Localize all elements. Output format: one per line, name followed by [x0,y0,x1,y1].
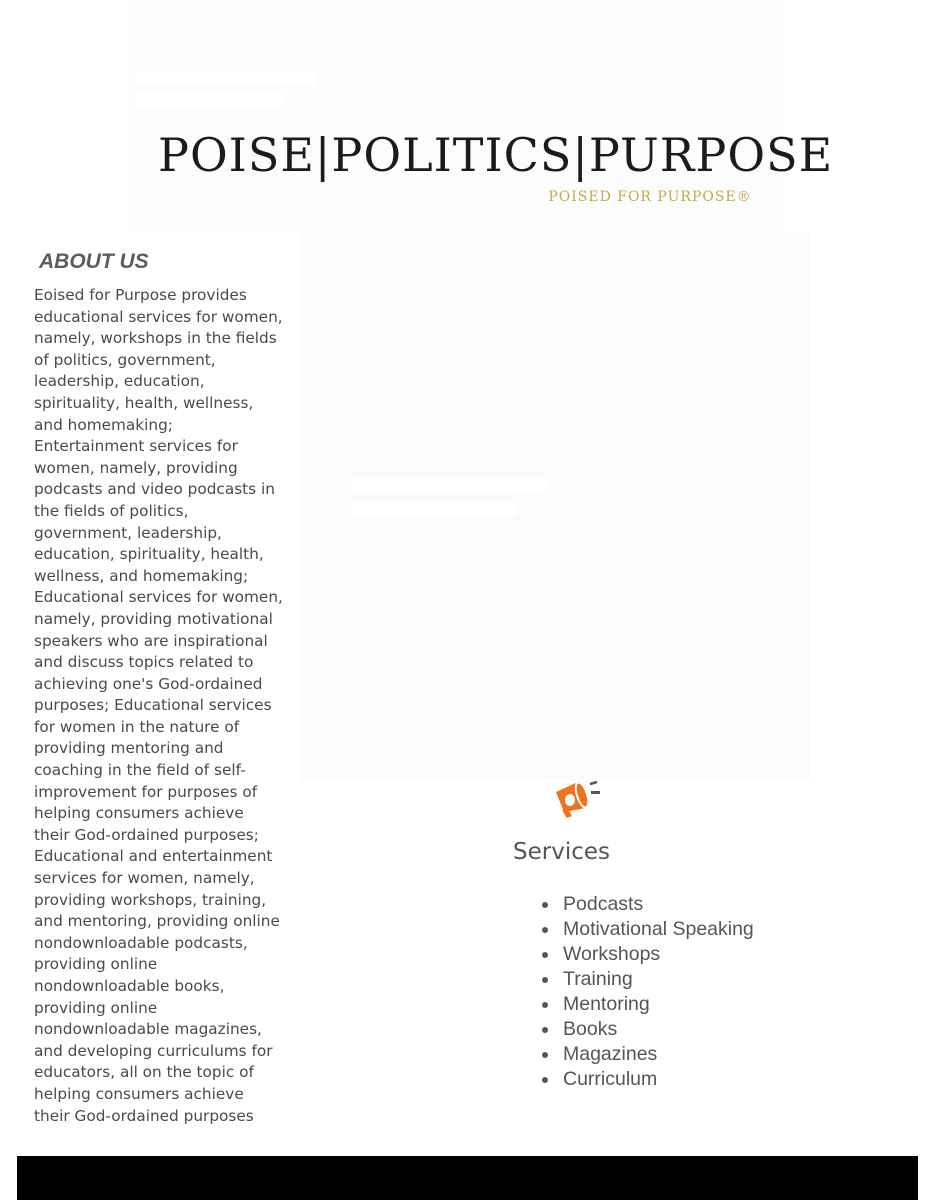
service-item-motivational-speaking: Motivational Speaking [540,917,754,942]
services-heading: Services [513,839,610,865]
hero-faded-overlay [135,72,325,120]
service-item-books: Books [540,1017,754,1042]
services-list [540,892,754,1092]
service-item-podcasts: Podcasts [540,892,754,917]
logo-title: POISE|POLITICS|PURPOSE [158,128,834,182]
logo-tagline: POISED FOR PURPOSE® [548,189,752,205]
service-item-curriculum: Curriculum [540,1067,754,1092]
footer-bar [17,1156,918,1200]
service-item-training: Training [540,967,754,992]
service-item-magazines: Magazines [540,1042,754,1067]
service-item-mentoring: Mentoring [540,992,754,1017]
about-heading: ABOUT US [39,250,149,273]
megaphone-icon [550,778,602,820]
media-faded-overlay [352,478,552,548]
service-item-workshops: Workshops [540,942,754,967]
about-text: Eoised for Purpose provides educational services for women, namely, workshops in the fields of politics, government, leadership, education, spirituality, health, wellness, and homemaking; Entertainment services for women, namely, providing podcasts and video podcasts in the fields of politics, government, leadership, education, spirituality, health, wellness, and homemaking; Educational services for women, namely, providing motivational speakers who are inspirational and discuss topics related to achieving one's God-ordained purposes; Educational services for women in the nature of providing mentoring and coaching in the field of self-improvement for purposes of helping consumers achieve their God-ordained purposes; Educational and entertainment services for women, namely, providing workshops, training, and mentoring, providing online nondownloadable podcasts, providing online nondownloadable books, providing online nondownloadable magazines, and developing curriculums for educators, all on the topic of helping consumers achieve their God-ordained purposes [34,286,283,1125]
